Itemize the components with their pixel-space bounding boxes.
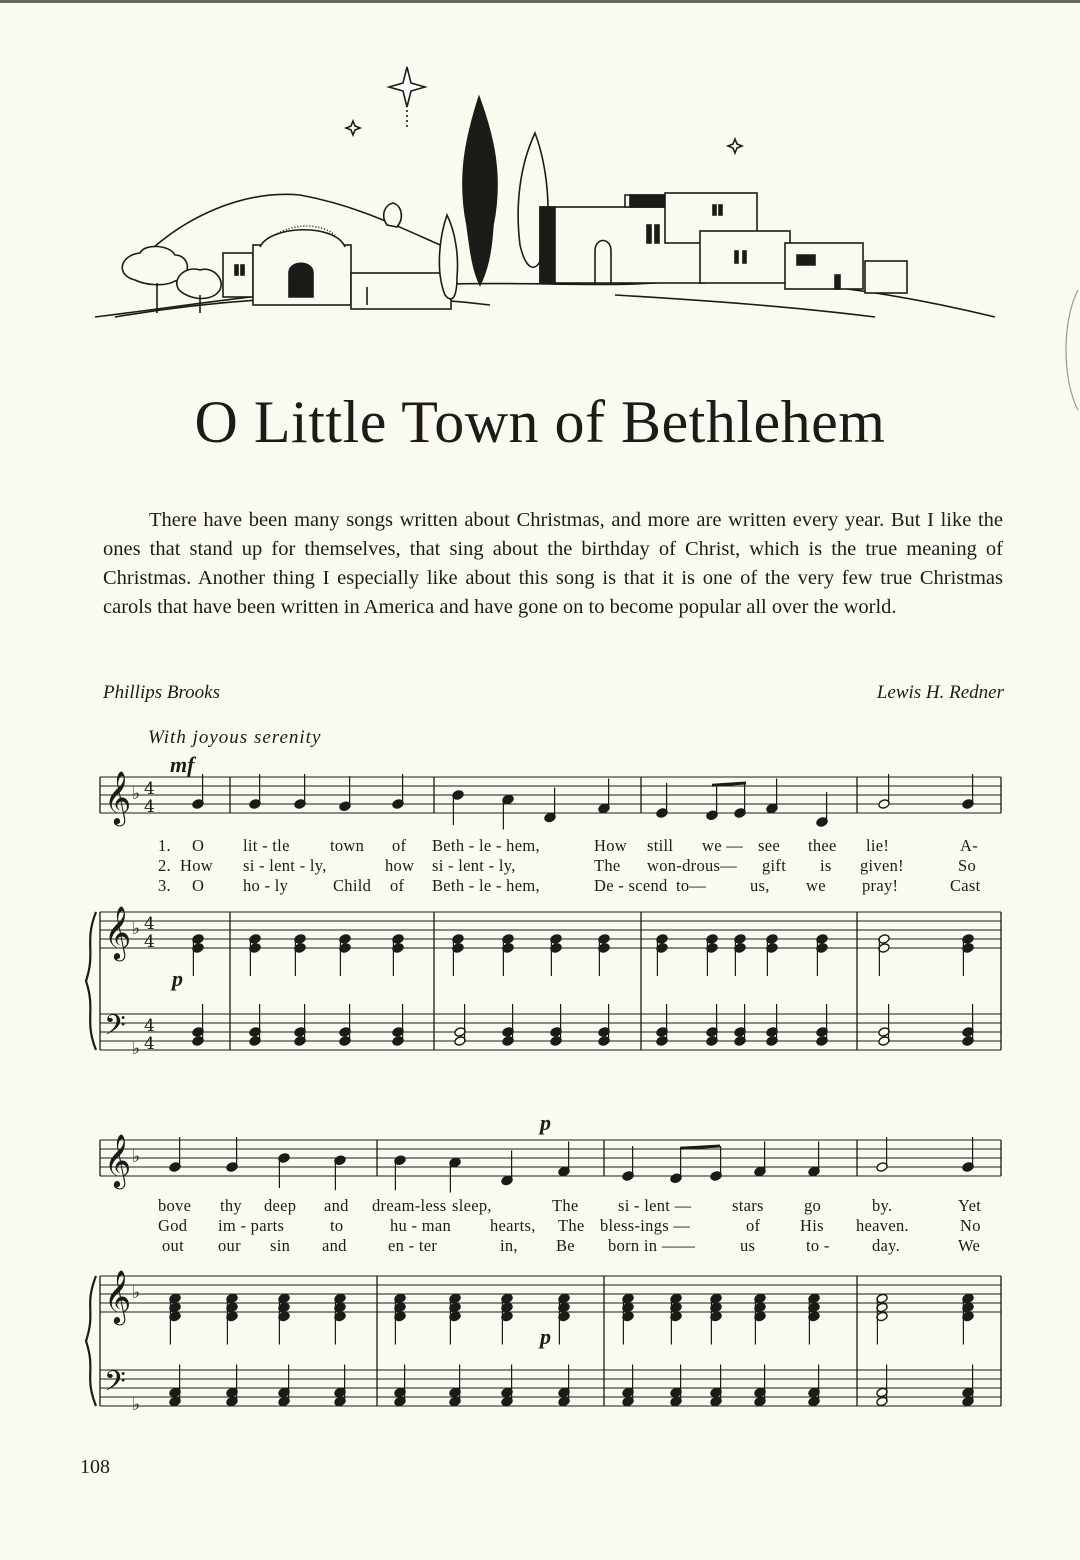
composer-credit: Lewis H. Redner	[876, 682, 1004, 703]
lyric-syllable: O	[192, 836, 205, 855]
time-signature-denominator: 4	[144, 932, 155, 952]
lyric-syllable: to—	[676, 876, 707, 895]
bass-clef-icon: 𝄢	[104, 1009, 126, 1049]
flat-key-signature-icon: ♭	[132, 919, 141, 939]
lyricist-credit: Phillips Brooks	[103, 682, 220, 703]
grand-staff-brace	[86, 912, 96, 1050]
lyric-syllable: God	[158, 1216, 188, 1235]
lyric-syllable: How	[180, 856, 213, 875]
dynamic-mf: mf	[170, 752, 195, 777]
time-signature-numerator: 4	[144, 779, 155, 799]
lyric-syllable: lie!	[866, 836, 890, 855]
lyric-syllable: lit - tle	[243, 836, 290, 855]
lyric-syllable: So	[958, 856, 977, 875]
lyric-syllable: of	[390, 876, 405, 895]
lyric-syllable: Yet	[958, 1196, 982, 1215]
treble-clef-icon: 𝄞	[104, 1269, 132, 1323]
lyric-syllable: and	[324, 1196, 349, 1215]
lyric-syllable: still	[647, 836, 674, 855]
time-signature-denominator: 4	[144, 1034, 155, 1054]
lyric-syllable: pray!	[862, 876, 899, 895]
lyric-syllable: Be	[556, 1236, 575, 1255]
lyric-syllable: A-	[960, 836, 979, 855]
lyric-syllable: of	[392, 836, 407, 855]
lyric-syllable: our	[218, 1236, 241, 1255]
lyric-syllable: and	[322, 1236, 347, 1255]
treble-clef-icon: 𝄞	[104, 1133, 132, 1187]
lyric-syllable: given!	[860, 856, 904, 875]
lyric-syllable: ho - ly	[243, 876, 289, 895]
lyric-syllable: 1.	[158, 836, 171, 855]
lyric-syllable: go	[804, 1196, 822, 1215]
lyric-syllable: O	[192, 876, 205, 895]
lyric-syllable: We	[958, 1236, 981, 1255]
lyric-syllable: won-drous—	[647, 856, 738, 875]
lyric-syllable: No	[960, 1216, 981, 1235]
lyric-syllable: town	[330, 836, 365, 855]
lyric-syllable: Cast	[950, 876, 981, 895]
lyric-syllable: us	[740, 1236, 756, 1255]
lyric-syllable: His	[800, 1216, 824, 1235]
note-beam	[680, 1146, 720, 1148]
lyric-syllable: 3.	[158, 876, 171, 895]
lyric-syllable: deep	[264, 1196, 297, 1215]
lyric-syllable: hearts,	[490, 1216, 536, 1235]
grand-staff-brace	[86, 1276, 96, 1406]
dynamic-p-piano-1: p	[172, 966, 183, 991]
lyric-syllable: out	[162, 1236, 184, 1255]
lyric-syllable: how	[385, 856, 415, 875]
lyric-syllable: How	[594, 836, 627, 855]
treble-clef-icon: 𝄞	[104, 770, 132, 824]
lyric-syllable: to -	[806, 1236, 830, 1255]
lyric-syllable: Beth - le - hem,	[432, 876, 540, 895]
lyric-syllable: us,	[750, 876, 770, 895]
intro-paragraph: There have been many songs written about Christmas, and more are written every year. But I like the ones that stand up for themselves, that sing about the birthday of Christ, which is the true meaning of Christmas. Another thing I especially like about this song is that it is one of the very few true Christmas carols that have been written in America and have gone on to become popular all over the world.	[103, 509, 1003, 618]
flat-key-signature-icon: ♭	[132, 784, 141, 804]
lyric-syllable: Beth - le - hem,	[432, 836, 540, 855]
lyric-syllable: 2.	[158, 856, 171, 875]
lyric-syllable: Child	[333, 876, 372, 895]
lyric-syllable: sin	[270, 1236, 291, 1255]
flat-key-signature-icon: ♭	[132, 1147, 141, 1167]
lyric-syllable: thy	[220, 1196, 242, 1215]
time-signature-numerator: 4	[144, 914, 155, 934]
lyric-syllable: we	[806, 876, 826, 895]
lyric-syllable: bless-ings —	[600, 1216, 691, 1235]
flat-key-signature-icon: ♭	[132, 1395, 141, 1415]
lyric-syllable: see	[758, 836, 780, 855]
treble-clef-icon: 𝄞	[104, 905, 132, 959]
tempo-marking: With joyous serenity	[148, 727, 322, 748]
lyric-syllable: to	[330, 1216, 344, 1235]
lyric-syllable: bove	[158, 1196, 192, 1215]
time-signature-denominator: 4	[144, 797, 155, 817]
lyric-syllable: The	[552, 1196, 579, 1215]
dynamic-p-voice-2: p	[540, 1110, 551, 1135]
lyric-syllable: en - ter	[388, 1236, 438, 1255]
lyric-syllable: we —	[702, 836, 744, 855]
flat-key-signature-icon: ♭	[132, 1283, 141, 1303]
lyric-syllable: hu - man	[390, 1216, 452, 1235]
lyric-syllable: The	[594, 856, 621, 875]
lyric-syllable: of	[746, 1216, 761, 1235]
lyric-syllable: si - lent - ly,	[432, 856, 516, 875]
lyric-syllable: sleep,	[452, 1196, 492, 1215]
lyric-syllable: dream-less	[372, 1196, 447, 1215]
lyric-syllable: is	[820, 856, 832, 875]
flat-key-signature-icon: ♭	[132, 1039, 141, 1059]
lyric-syllable: De - scend	[594, 876, 668, 895]
lyric-syllable: stars	[732, 1196, 764, 1215]
note-beam	[712, 783, 746, 785]
lyric-syllable: day.	[872, 1236, 901, 1255]
lyric-syllable: by.	[872, 1196, 893, 1215]
lyric-syllable: thee	[808, 836, 837, 855]
lyric-syllable: si - lent - ly,	[243, 856, 327, 875]
page-number: 108	[80, 1456, 110, 1478]
lyric-syllable: si - lent —	[618, 1196, 692, 1215]
page-edge-curl	[1058, 290, 1080, 410]
time-signature-numerator: 4	[144, 1016, 155, 1036]
lyric-syllable: im - parts	[218, 1216, 285, 1235]
lyric-syllable: born in ——	[608, 1236, 696, 1255]
bass-clef-icon: 𝄢	[104, 1365, 126, 1405]
lyric-syllable: heaven.	[856, 1216, 909, 1235]
lyric-syllable: gift	[762, 856, 787, 875]
dynamic-p-piano-2: p	[540, 1324, 551, 1349]
lyric-syllable: in,	[500, 1236, 518, 1255]
song-title: O Little Town of Bethlehem	[194, 389, 886, 455]
lyric-syllable: The	[558, 1216, 585, 1235]
